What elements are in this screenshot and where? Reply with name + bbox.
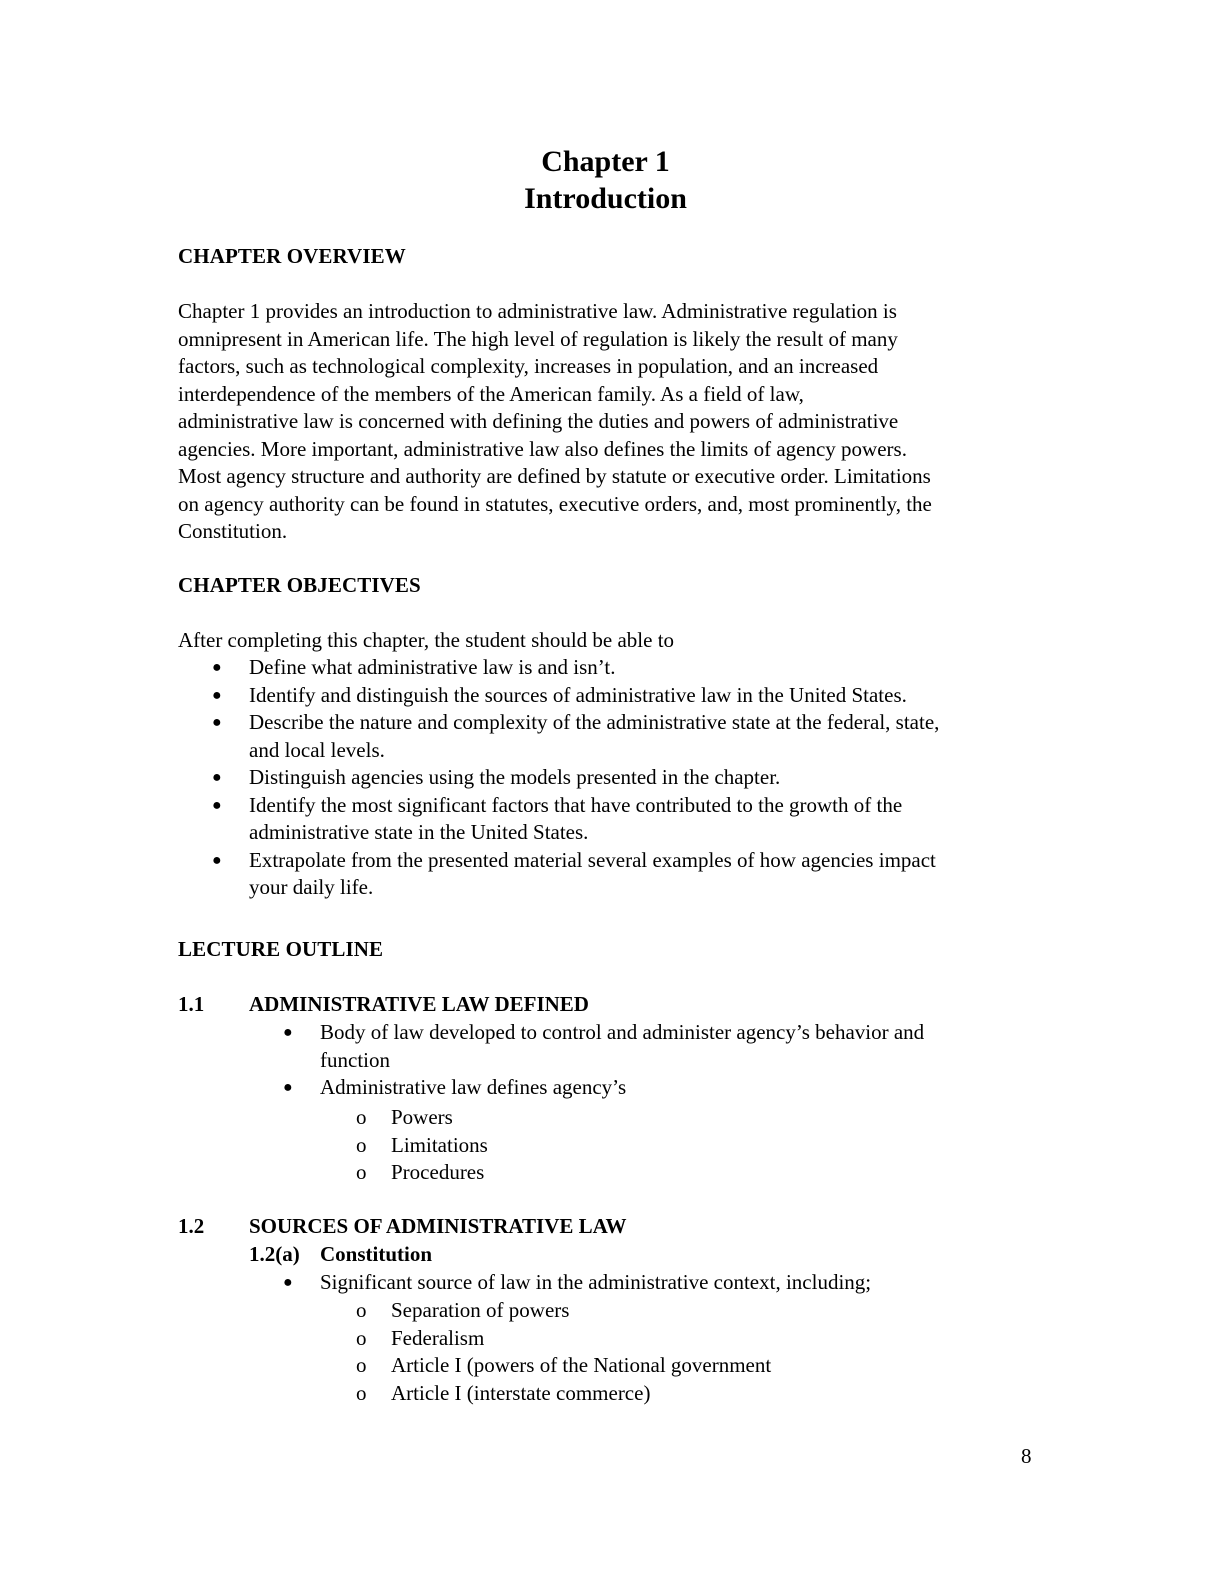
overview-line: Constitution. [178, 519, 288, 543]
bullet-icon: ● [212, 686, 222, 704]
bullet-icon: ● [283, 1079, 293, 1096]
list-item: ● Identify the most significant factors that have contributed to the growth of the administrative state in the United States. [212, 792, 903, 844]
list-item: ● Identify and distinguish the sources of administrative law in the United States. [178, 682, 1038, 710]
list-item: o Procedures [249, 1159, 1009, 1187]
list-item: o Powers [249, 1104, 1009, 1132]
list-item: o Federalism [249, 1325, 1009, 1353]
overview-heading: CHAPTER OVERVIEW [178, 244, 406, 268]
circle-bullet-icon: o [356, 1380, 367, 1405]
overview-line: Most agency structure and authority are defined by statute or executive order. Limitations [178, 464, 931, 488]
bullet-icon: ● [212, 796, 222, 814]
objectives-intro: After completing this chapter, the student should be able to [178, 628, 675, 652]
bullet-icon: ● [283, 1274, 293, 1291]
section-heading-1-2 [178, 1213, 627, 1241]
overview-line: on agency authority can be found in statutes, executive orders, and, most prominently, the [178, 491, 932, 516]
subsection-title: Constitution [320, 1242, 433, 1266]
circle-bullet-icon: o [356, 1325, 367, 1350]
list-item: o Article I (powers of the National government [249, 1352, 1009, 1380]
list-item: ● Define what administrative law is and isn’t. [178, 654, 1038, 682]
list-item: ● Distinguish agencies using the models presented in the chapter. [178, 764, 1038, 792]
section-1-2-sublist [249, 1297, 1009, 1407]
bullet-icon: ● [212, 714, 222, 731]
list-item: ● Extrapolate from the presented material several examples of how agencies impact your daily life. [212, 847, 936, 899]
list-item: ● Administrative law defines agency’s [249, 1074, 1009, 1102]
overview-paragraph [178, 298, 1036, 546]
chapter-title [178, 143, 1033, 217]
section-heading-1-1 [178, 991, 589, 1019]
overview-line: factors, such as technological complexity, increases in population, and an increased [178, 354, 879, 378]
circle-bullet-icon: o [356, 1353, 367, 1377]
section-title: ADMINISTRATIVE LAW DEFINED [249, 992, 589, 1016]
subsection-number: 1.2(a) [249, 1242, 300, 1266]
list-item: ● Describe the nature and complexity of the administrative state at the federal, state, and local levels. [212, 710, 940, 762]
circle-bullet-icon: o [356, 1160, 367, 1184]
circle-bullet-icon: o [356, 1132, 367, 1157]
section-number: 1.1 [178, 992, 205, 1016]
page-number: 8 [1021, 1444, 1032, 1468]
chapter-number: Chapter 1 [541, 145, 670, 178]
subsection-heading-1-2a [249, 1241, 432, 1269]
list-item: o Separation of powers [249, 1297, 1009, 1325]
overview-line: interdependence of the members of the American family. As a field of law, [178, 381, 804, 406]
bullet-icon: ● [212, 851, 222, 869]
bullet-icon: ● [212, 659, 222, 676]
list-item: ● Body of law developed to control and administer agency’s behavior and function [283, 1020, 925, 1072]
circle-bullet-icon: o [356, 1298, 367, 1322]
section-title: SOURCES OF ADMINISTRATIVE LAW [249, 1214, 627, 1238]
objectives-heading: CHAPTER OBJECTIVES [178, 573, 421, 597]
outline-heading: LECTURE OUTLINE [178, 937, 384, 961]
section-number: 1.2 [178, 1214, 205, 1238]
bullet-icon: ● [212, 769, 222, 786]
chapter-name: Introduction [524, 182, 687, 215]
section-1-2-list [249, 1269, 1009, 1297]
overview-line: agencies. More important, administrative law also defines the limits of agency powers. [178, 436, 907, 461]
list-item: ● Significant source of law in the administrative context, including; [249, 1269, 1009, 1297]
section-1-1-sublist [249, 1104, 1009, 1187]
overview-line: omnipresent in American life. The high level of regulation is likely the result of many [178, 326, 898, 351]
overview-line: Chapter 1 provides an introduction to administrative law. Administrative regulation is [178, 299, 897, 323]
objectives-list [178, 654, 1038, 902]
section-1-1-list [249, 1019, 1009, 1102]
list-item: o Limitations [249, 1132, 1009, 1160]
overview-line: administrative law is concerned with defining the duties and powers of administrative [178, 409, 899, 433]
circle-bullet-icon: o [356, 1105, 367, 1129]
bullet-icon: ● [283, 1024, 293, 1041]
list-item: o Article I (interstate commerce) [249, 1380, 1009, 1408]
